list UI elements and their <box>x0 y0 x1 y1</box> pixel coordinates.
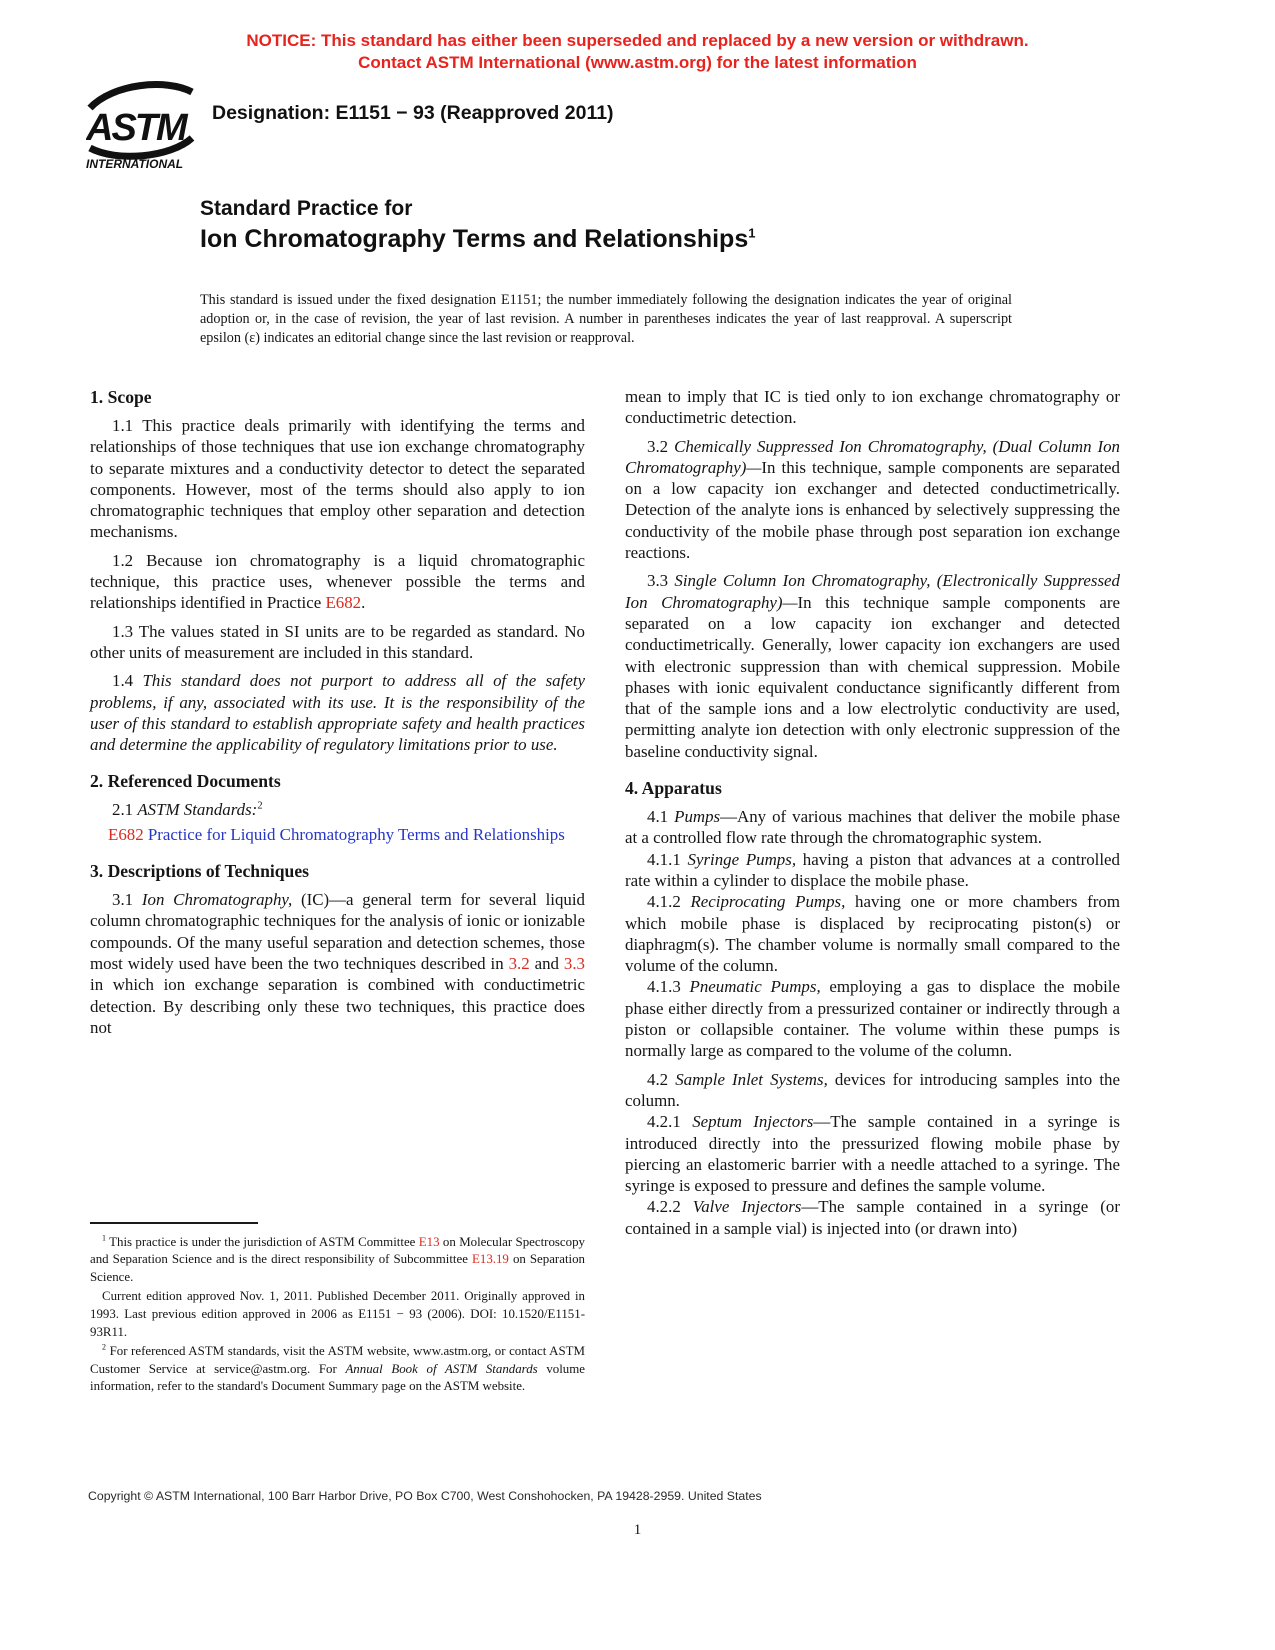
paragraph <box>625 1196 1120 1239</box>
astm-logo-graphic <box>86 78 196 172</box>
right-column <box>625 386 1120 1398</box>
paragraph <box>625 806 1120 849</box>
ref-link[interactable]: E13 <box>418 1234 440 1249</box>
body-columns <box>90 386 1120 1398</box>
paragraph <box>625 570 1120 762</box>
title-text: Ion Chromatography Terms and Relationships <box>200 225 749 253</box>
text-segment: devices for introducing samples into the column. <box>625 1069 1120 1110</box>
title-footnote-ref: 1 <box>748 225 756 241</box>
ref-title-link[interactable]: Practice for Liquid Chromatography Terms and Relationships <box>143 824 565 844</box>
text-segment: 4.1.2 <box>647 892 691 912</box>
ref-link[interactable]: E13.19 <box>472 1252 509 1267</box>
logo-arc-top <box>90 85 192 108</box>
paragraph <box>625 436 1120 564</box>
italic-text: Pneumatic Pumps, <box>689 977 821 997</box>
superscript: 2 <box>257 800 263 812</box>
text-segment: 4.1.1 <box>647 849 688 869</box>
text-segment: For referenced ASTM standards, visit the ASTM website, www.astm.org, or contact ASTM Customer Service at service@astm.org. For <box>90 1344 585 1376</box>
text-segment: in which ion exchange separation is combined with conductimetric detection. By describing only these two techniques, this practice does not <box>90 975 585 1037</box>
italic-text: Ion Chromatography, <box>141 890 293 910</box>
document-title <box>200 196 755 255</box>
ref-link[interactable]: E682 <box>108 824 144 844</box>
page-number: 1 <box>633 1522 642 1538</box>
italic-text: This standard does not purport to address all of the safety problems, if any, associated with its use. It is the responsibility of the user of this standard to establish appropriate safety and health practices and determine the applicability of regulatory limitations prior to use. <box>90 671 586 755</box>
header <box>86 78 614 177</box>
paragraph <box>625 849 1120 892</box>
italic-text: Septum Injectors <box>692 1112 814 1132</box>
section-heading: 3. Descriptions of Techniques <box>90 861 309 882</box>
paragraph <box>625 891 1120 976</box>
text-segment: on Molecular Spectroscopy and Separation Science and is the direct responsibility of Subcommittee <box>90 1234 585 1267</box>
text-segment: volume information, refer to the standard's Document Summary page on the ASTM website. <box>90 1361 585 1394</box>
paragraph <box>90 799 585 820</box>
paragraph <box>90 415 585 543</box>
text-segment: . <box>361 593 366 613</box>
footnote <box>90 1343 585 1396</box>
notice-line2: Contact ASTM International (www.astm.org) for the latest information <box>358 53 917 72</box>
title-line2 <box>200 224 755 255</box>
paragraph <box>625 1069 1120 1112</box>
text-segment: 4.2 <box>647 1069 676 1089</box>
text-segment: and <box>529 953 564 973</box>
footnote <box>90 1234 585 1287</box>
italic-text: Chemically Suppressed Ion Chromatography, (Dual Column Ion Chromatography)— <box>625 436 1120 477</box>
text-segment: employing a gas to displace the mobile phase either directly from a pressurized container or indirectly through a piston or collapsible container. The volume within these pumps is normally large as compared to the volume of the column. <box>625 977 1121 1061</box>
text-segment: 4.1 <box>647 807 675 827</box>
italic-text: Valve Injectors <box>692 1197 802 1217</box>
italic-text: Sample Inlet Systems, <box>675 1069 828 1089</box>
logo-subtext: INTERNATIONAL <box>86 157 184 171</box>
text-segment: 1.1 This practice deals primarily with identifying the terms and relationships of those techniques that use ion exchange chromatography to separate mixtures and a conductivity detector to detect the separated components. However, most of the terms should also apply to ion chromatographic techniques that employ other separation and detection mechanisms. <box>90 416 585 542</box>
paragraph <box>90 621 585 664</box>
text-segment: 2.1 <box>112 800 138 820</box>
italic-text: Single Column Ion Chromatography, (Electronically Suppressed Ion Chromatography)— <box>625 571 1120 612</box>
text-segment: —The sample contained in a syringe (or contained in a sample vial) is injected into (or drawn into) <box>625 1197 1120 1238</box>
superscript: 2 <box>102 1342 106 1352</box>
text-segment: This practice is under the jurisdiction of ASTM Committee <box>106 1234 419 1249</box>
paragraph <box>625 976 1120 1061</box>
logo-text: ASTM <box>86 107 186 149</box>
paragraph <box>90 889 585 1038</box>
text-segment: 4.1.3 <box>647 977 690 997</box>
text-segment: 3.3 <box>647 571 675 591</box>
title-line1: Standard Practice for <box>200 197 413 220</box>
footer-copyright: Copyright © ASTM International, 100 Barr Harbor Drive, PO Box C700, West Conshohocken, PA 19428-2959. United States <box>88 1489 762 1503</box>
paragraph <box>625 1111 1120 1196</box>
astm-logo <box>86 78 196 177</box>
text-segment: 3.2 <box>647 436 675 456</box>
italic-text: ASTM Standards: <box>137 800 258 820</box>
text-segment: Current edition approved Nov. 1, 2011. Published December 2011. Originally approved in 1993. Last previous edition approved in 2006 as E1151 − 93 (2006). DOI: 10.1520/E1151-93R11. <box>90 1289 585 1339</box>
text-segment: In this technique, sample components are separated on a low capacity ion exchanger and detected conductimetrically. Detection of the analyte ions is enhanced by selectively suppressing the conductivity of the mobile phase through post separation ion exchange reactions. <box>625 457 1120 563</box>
italic-text: Annual Book of ASTM Standards <box>345 1361 538 1376</box>
text-segment: —The sample contained in a syringe is introduced directly into the pressurized flowing mobile phase by piercing an elastomeric barrier with a needle attached to a syringe. The syringe is exposed to pressure and defines the sample volume. <box>625 1112 1120 1196</box>
section-heading: 1. Scope <box>90 387 152 407</box>
italic-text: Reciprocating Pumps, <box>690 892 846 912</box>
superscript: 1 <box>102 1233 106 1243</box>
footnote-rule <box>90 1222 258 1224</box>
text-segment: 3.1 <box>112 890 142 910</box>
text-segment: on Separation Science. <box>90 1252 586 1284</box>
paragraph <box>90 670 585 755</box>
paragraph <box>108 824 585 845</box>
ref-link[interactable]: E682 <box>325 593 362 613</box>
text-segment: 4.2.1 <box>647 1112 693 1132</box>
text-segment: 1.3 The values stated in SI units are to be regarded as standard. No other units of measurement are included in this standard. <box>90 621 585 662</box>
paragraph <box>90 550 585 614</box>
designation: Designation: E1151 − 93 (Reapproved 2011) <box>212 102 614 124</box>
section-heading: 2. Referenced Documents <box>90 771 281 792</box>
ref-link[interactable]: 3.3 <box>563 953 585 973</box>
text-segment: 1.4 <box>112 671 143 691</box>
text-segment: 4.2.2 <box>647 1197 693 1217</box>
text-segment: having a piston that advances at a controlled rate within a cylinder to displace the mobile phase. <box>625 849 1120 890</box>
issuing-note: This standard is issued under the fixed designation E1151; the number immediately following the designation indicates the year of original adoption or, in the case of revision, the year of last revision. A number in parentheses indicates the year of last reapproval. A superscript epsilon (ε) indicates an editorial change since the last revision or reapproval. <box>200 292 1012 346</box>
text-segment: —Any of various machines that deliver the mobile phase at a controlled flow rate through the chromatographic system. <box>625 807 1120 848</box>
text-segment: mean to imply that IC is tied only to ion exchange chromatography or conductimetric detection. <box>625 387 1120 428</box>
paragraph <box>625 386 1120 429</box>
left-column-wrap <box>90 386 585 1398</box>
text-segment: In this technique sample components are separated on a low capacity ion exchanger and detected conductimetrically. Generally, lower capacity ion exchangers are used with electronic suppression than with chemical suppression. Mobile phases with ionic equivalent conductance significantly different from that of the sample ions and a low electrolytic conductivity are used, permitting analyte ion detection with only electronic suppression of the baseline conductivity signal. <box>625 592 1120 761</box>
text-segment: having one or more chambers from which mobile phase is displaced by reciprocating piston(s) or diaphragm(s). The chamber volume is normally small compared to the volume of the column. <box>625 892 1120 976</box>
text-segment: (IC)—a general term for several liquid column chromatographic techniques for the analysis of ionic or ionizable compounds. Of the many useful separation and detection schemes, those most widely used have been the two techniques described in <box>90 890 585 973</box>
ref-link[interactable]: 3.2 <box>508 953 530 973</box>
footnotes <box>90 1222 585 1398</box>
notice-line1: NOTICE: This standard has either been superseded and replaced by a new version or withdrawn. <box>246 31 1029 50</box>
italic-text: Syringe Pumps, <box>687 849 797 869</box>
italic-text: Pumps <box>674 807 721 827</box>
text-segment: 1.2 Because ion chromatography is a liquid chromatographic technique, this practice uses, whenever possible the terms and relationships identified in Practice <box>90 550 585 613</box>
left-column <box>90 386 585 1038</box>
notice-banner <box>0 30 1275 74</box>
footnote <box>90 1288 585 1341</box>
section-heading: 4. Apparatus <box>625 778 722 799</box>
